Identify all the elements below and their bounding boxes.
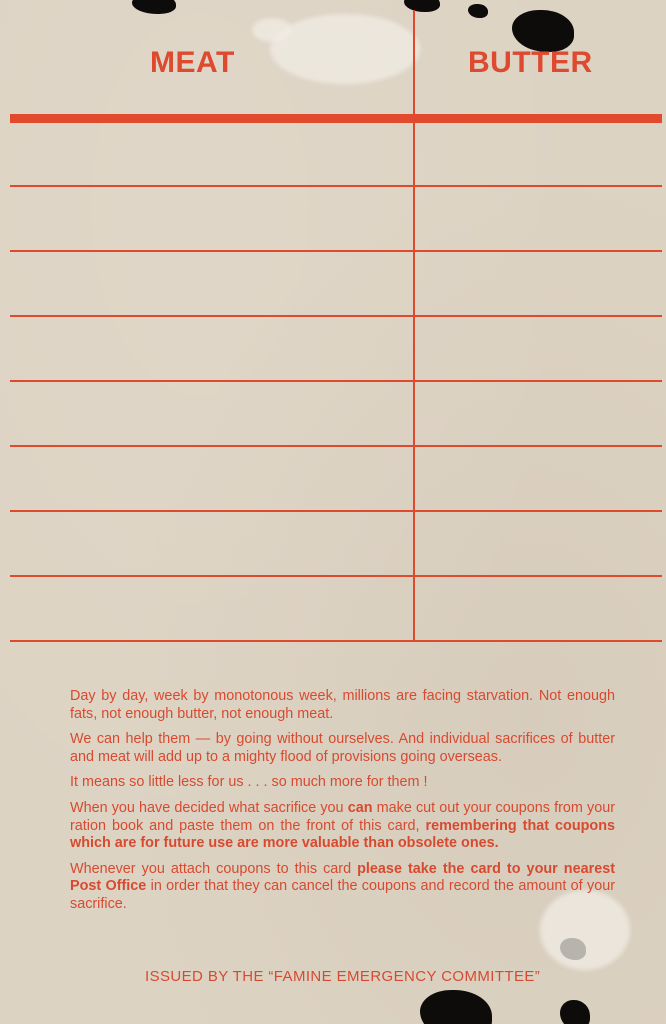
- appeal-paragraph: [70, 800, 615, 853]
- appeal-text: [70, 688, 615, 922]
- torn-corner-top-left: [132, 0, 176, 14]
- torn-spot-top-right-small: [468, 4, 488, 18]
- coupon-row-rule: [10, 575, 662, 577]
- torn-spot-bottom-right: [560, 1000, 590, 1024]
- column-divider: [413, 10, 415, 642]
- paragraph-text: Whenever you attach coupons to this card: [70, 860, 358, 877]
- coupon-row-rule: [10, 640, 662, 642]
- paragraph-text: When you have decided what sacrifice you: [70, 799, 348, 816]
- appeal-paragraph: [70, 861, 615, 914]
- paragraph-text: make cut out your coupons from your ration book and paste them on the front of this card,: [70, 799, 615, 834]
- butter-column-heading: BUTTER: [468, 46, 593, 79]
- coupon-row-rule: [10, 315, 662, 317]
- paper-wear-top-left: [252, 18, 292, 42]
- coupon-row-rule: [10, 510, 662, 512]
- appeal-paragraph: [70, 688, 615, 723]
- meat-column-heading: MEAT: [150, 46, 235, 79]
- torn-hole-bottom-center: [420, 990, 492, 1024]
- issued-by-line: ISSUED BY THE “FAMINE EMERGENCY COMMITTEE”: [145, 968, 541, 985]
- coupon-row-rule: [10, 445, 662, 447]
- appeal-paragraph: [70, 774, 615, 792]
- emphasis-text: can: [347, 799, 373, 816]
- paragraph-text: Day by day, week by monotonous week, millions are facing starvation. Not enough fats, not enough butter, not enough meat.: [70, 688, 615, 722]
- coupon-row-rule: [10, 380, 662, 382]
- coupon-row-rule: [10, 185, 662, 187]
- header-rule: [10, 114, 662, 123]
- torn-hole-top-center: [404, 0, 440, 12]
- emphasis-text: please take the card to your nearest Post Office: [70, 860, 615, 895]
- paragraph-text: We can help them — by going without ourselves. And individual sacrifices of butter and meat will add up to a mighty flood of provisions going overseas.: [70, 731, 615, 765]
- paragraph-text: It means so little less for us . . . so much more for them !: [70, 774, 428, 791]
- paper-wear-top: [270, 14, 420, 84]
- coupon-row-rule: [10, 250, 662, 252]
- appeal-paragraph: [70, 731, 615, 766]
- paragraph-text: in order that they can cancel the coupons and record the amount of your sacrifice.: [70, 878, 615, 912]
- emphasis-text: remembering that coupons which are for future use are more valuable than obsolete ones.: [70, 817, 615, 852]
